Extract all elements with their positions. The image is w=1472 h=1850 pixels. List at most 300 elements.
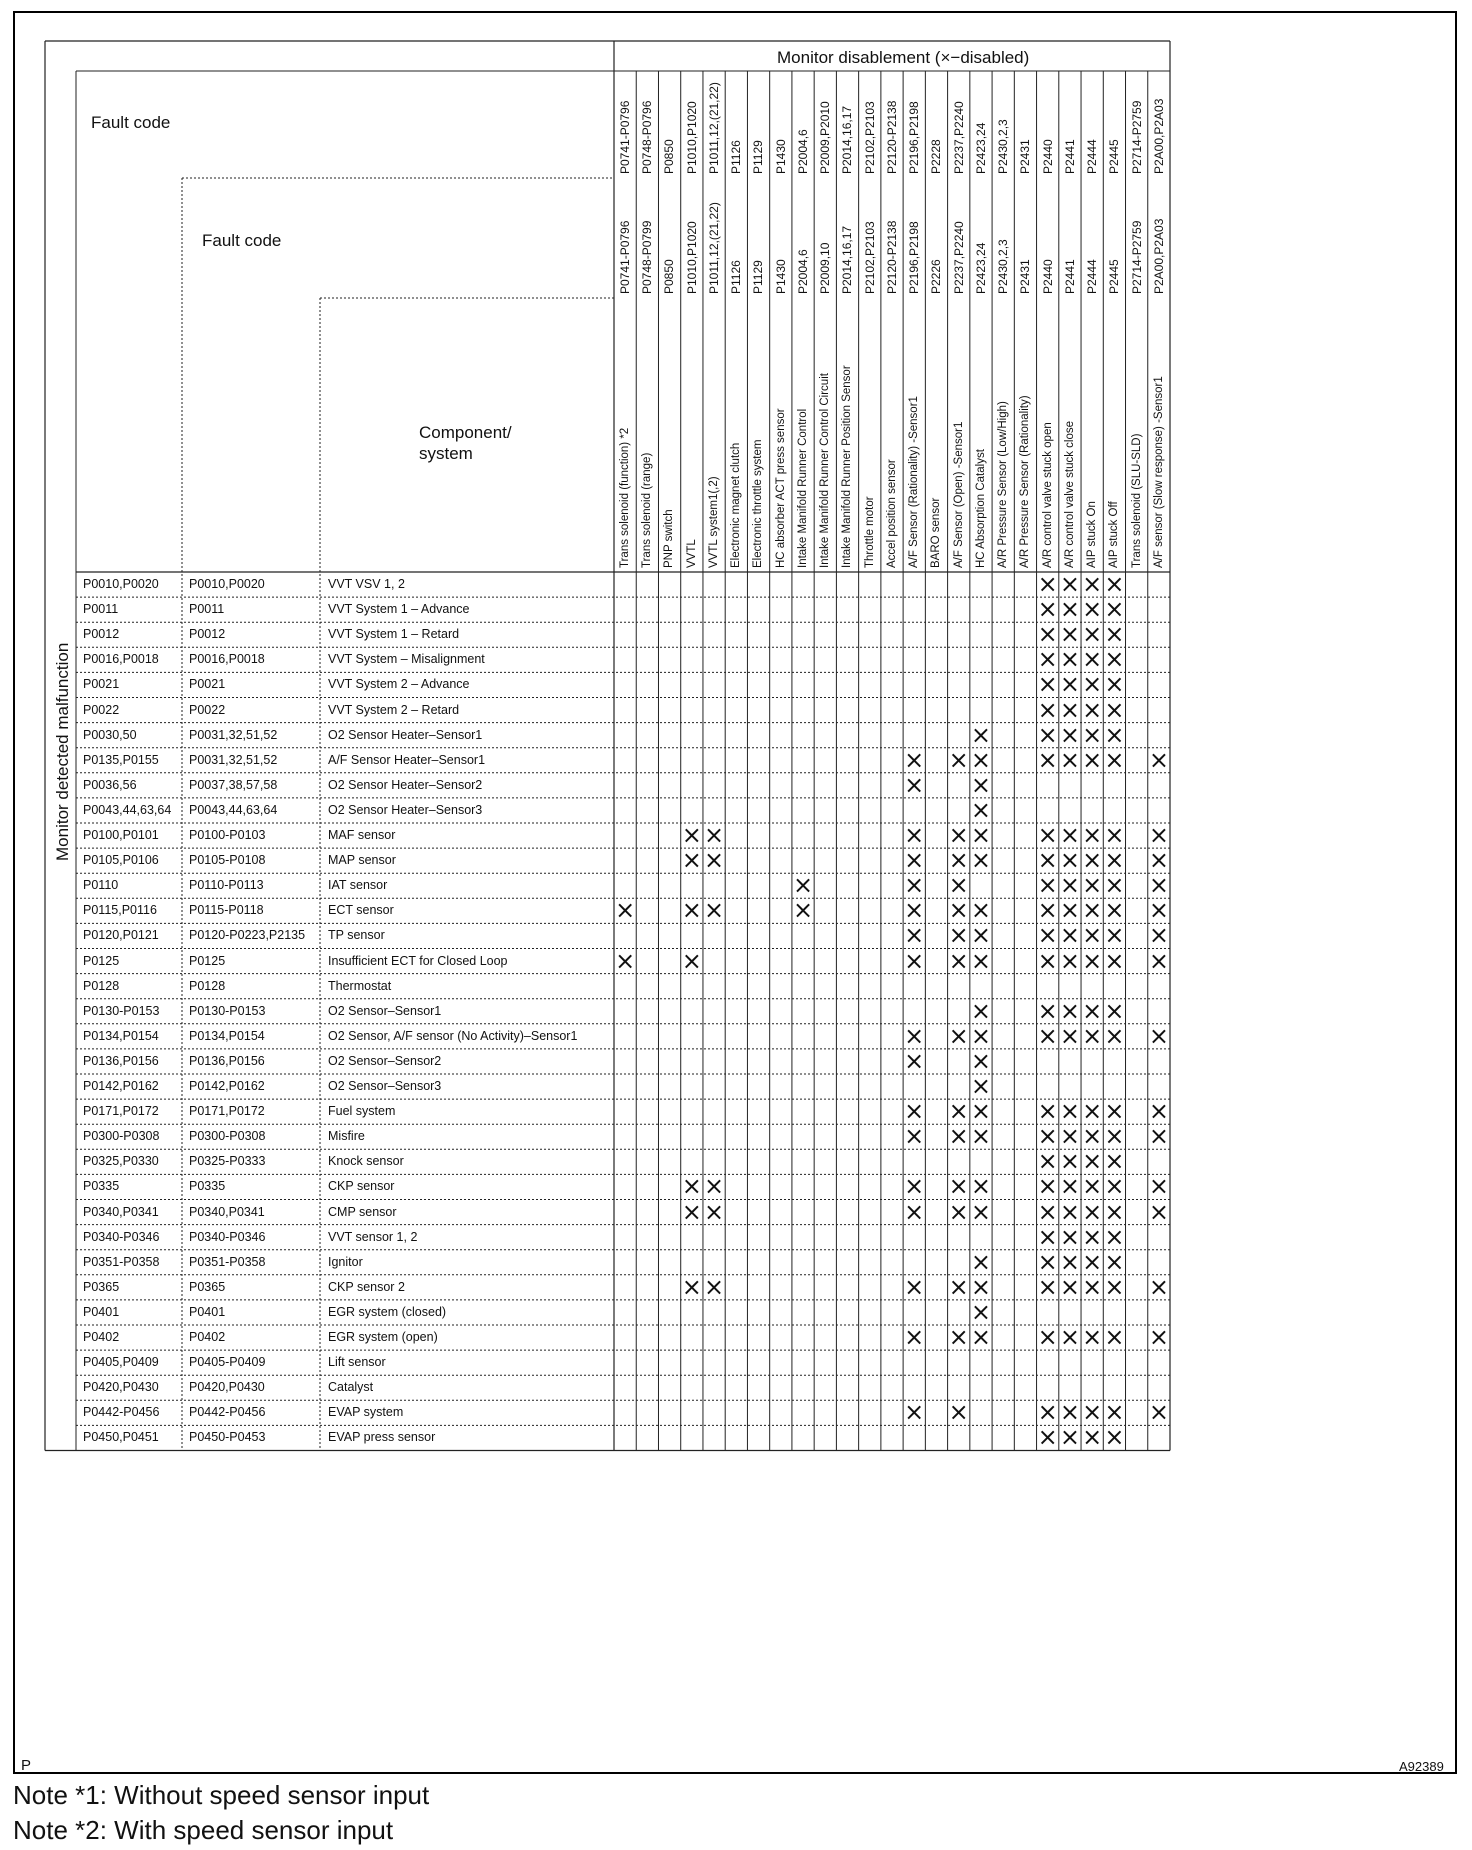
row-component: O2 Sensor Heater–Sensor3 — [328, 802, 483, 817]
disabled-mark: × — [1059, 896, 1080, 925]
row-code2: P0016,P0018 — [189, 652, 265, 667]
row-code2: P0442-P0456 — [189, 1405, 266, 1420]
row-code: P0021 — [83, 677, 120, 692]
disabled-mark: × — [904, 1021, 925, 1050]
row-code2: P0340,P0341 — [189, 1204, 265, 1219]
row-component: VVT System 2 – Retard — [328, 702, 460, 717]
row-component: O2 Sensor Heater–Sensor1 — [328, 727, 483, 742]
disabled-mark: × — [704, 821, 725, 849]
disabled-mark: × — [1059, 921, 1080, 950]
column-component: HC Absorption Catalyst — [974, 449, 987, 568]
disabled-mark: × — [681, 1272, 702, 1301]
column-code: P2102,P2103 — [862, 221, 877, 294]
row-component: MAP sensor — [328, 853, 396, 868]
disabled-mark: × — [970, 1323, 991, 1351]
disabled-mark: × — [1082, 1247, 1103, 1276]
disabled-mark: × — [1082, 670, 1103, 699]
column-code: P2120-P2138 — [884, 220, 899, 294]
column-code: P2014,16,17 — [840, 225, 855, 294]
disabled-mark: × — [1104, 1222, 1125, 1251]
disabled-mark: × — [970, 1272, 991, 1301]
disabled-mark: × — [1059, 1147, 1080, 1176]
disabled-mark: × — [1148, 1197, 1169, 1226]
row-code: P0022 — [83, 702, 120, 717]
disabled-mark: × — [1148, 1021, 1169, 1050]
row-code: P0134,P0154 — [83, 1028, 159, 1043]
note-2: Note *2: With speed sensor input — [13, 1815, 394, 1845]
disabled-mark: × — [704, 1172, 725, 1201]
disabled-mark: × — [1082, 595, 1103, 624]
column-code: P0741-P0796 — [618, 220, 632, 294]
disabled-mark: × — [948, 1172, 969, 1201]
column-component: Intake Manifold Runner Control — [796, 408, 809, 568]
disabled-mark: × — [904, 1197, 925, 1226]
disabled-mark: × — [1104, 1423, 1125, 1452]
disabled-mark: × — [1037, 821, 1058, 849]
disabled-mark: × — [948, 1021, 969, 1050]
row-code: P0325,P0330 — [83, 1154, 159, 1169]
row-code2: P0128 — [189, 978, 226, 993]
row-code: P0450,P0451 — [83, 1430, 159, 1445]
column-code-top: P2196,P2198 — [907, 101, 922, 174]
disabled-mark: × — [1082, 821, 1103, 849]
disabled-mark: × — [1082, 1197, 1103, 1226]
disabled-mark: × — [948, 896, 969, 925]
row-code2: P0136,P0156 — [189, 1053, 265, 1068]
disabled-mark: × — [1082, 871, 1103, 900]
column-code-top: P2102,P2103 — [862, 101, 877, 174]
disabled-mark: × — [904, 946, 925, 975]
column-code-top: P2423,24 — [973, 122, 988, 174]
column-code-top: P2441 — [1062, 139, 1077, 174]
disabled-mark: × — [1082, 570, 1103, 598]
disabled-mark: × — [1148, 1323, 1169, 1351]
disabled-mark: × — [948, 846, 969, 875]
disabled-mark: × — [1082, 720, 1103, 749]
row-component: VVT System 2 – Advance — [328, 677, 470, 692]
row-component: EGR system (closed) — [328, 1304, 447, 1319]
disabled-mark: × — [1104, 946, 1125, 975]
row-code: P0010,P0020 — [83, 577, 159, 591]
column-code-top: P2444 — [1085, 139, 1100, 174]
column-component: Throttle motor — [863, 496, 876, 568]
column-code-top: P2430,2,3 — [996, 119, 1011, 174]
disabled-mark: × — [970, 720, 991, 749]
column-code-top: P2004,6 — [795, 129, 810, 174]
column-code: P1129 — [751, 260, 766, 294]
column-component: AIP stuck On — [1086, 501, 1099, 568]
disabled-mark: × — [970, 996, 991, 1025]
row-code: P0012 — [83, 627, 120, 642]
row-component: TP sensor — [328, 928, 385, 943]
row-code2: P0402 — [189, 1330, 226, 1344]
disabled-mark: × — [1082, 1222, 1103, 1251]
row-code2: P0125 — [189, 953, 226, 968]
column-component: PNP switch — [663, 509, 676, 568]
disabled-mark: × — [948, 1398, 969, 1427]
row-code: P0043,44,63,64 — [83, 802, 172, 817]
column-component: A/R control valve stuck open — [1041, 422, 1054, 568]
row-code2: P0365 — [189, 1279, 226, 1294]
row-component: A/F Sensor Heater–Sensor1 — [328, 752, 486, 767]
disabled-mark: × — [1037, 1122, 1058, 1151]
row-component: O2 Sensor–Sensor1 — [328, 1003, 442, 1018]
row-component: O2 Sensor Heater–Sensor2 — [328, 777, 483, 792]
row-component: IAT sensor — [328, 878, 388, 893]
column-component: A/R control valve stuck close — [1063, 420, 1076, 568]
row-code2: P0300-P0308 — [189, 1129, 266, 1144]
row-component: Lift sensor — [328, 1355, 386, 1370]
disabled-mark: × — [1059, 1398, 1080, 1427]
disabled-mark: × — [1082, 1097, 1103, 1126]
disabled-mark: × — [1037, 1323, 1058, 1351]
row-code: P0128 — [83, 978, 120, 993]
row-component: VVT sensor 1, 2 — [328, 1229, 418, 1244]
row-code: P0335 — [83, 1179, 120, 1194]
disabled-mark: × — [1082, 1423, 1103, 1452]
disabled-mark: × — [970, 896, 991, 925]
column-code: P2237,P2240 — [951, 221, 966, 294]
disabled-mark: × — [1104, 821, 1125, 849]
disabled-mark: × — [1104, 1122, 1125, 1151]
disabled-mark: × — [1037, 1021, 1058, 1050]
column-code: P2441 — [1062, 259, 1077, 294]
row-component: VVT System – Misalignment — [328, 652, 485, 667]
row-code: P0405,P0409 — [83, 1355, 159, 1370]
disabled-mark: × — [681, 946, 702, 975]
row-component: Ignitor — [328, 1254, 363, 1269]
disabled-mark: × — [1082, 1172, 1103, 1201]
disabled-mark: × — [1059, 871, 1080, 900]
column-component: Electronic magnet clutch — [730, 442, 743, 568]
disabled-mark: × — [1148, 921, 1169, 950]
column-code-top: P2431 — [1018, 139, 1033, 174]
row-code2: P0130-P0153 — [189, 1003, 266, 1018]
row-code2: P0022 — [189, 702, 226, 717]
disabled-mark: × — [970, 946, 991, 975]
column-code: P2A00,P2A03 — [1151, 218, 1166, 294]
disabled-mark: × — [681, 896, 702, 925]
row-component: Catalyst — [328, 1380, 374, 1395]
column-code-top: P1129 — [751, 140, 766, 174]
column-component: Intake Manifold Runner Control Circuit — [819, 373, 832, 568]
disabled-mark: × — [1037, 921, 1058, 950]
disabled-mark: × — [1037, 1423, 1058, 1452]
row-code: P0030,50 — [83, 727, 137, 742]
row-component: VVT System 1 – Retard — [328, 627, 460, 642]
row-component: O2 Sensor–Sensor3 — [328, 1079, 442, 1093]
disabled-mark: × — [970, 795, 991, 824]
row-code2: P0043,44,63,64 — [189, 802, 278, 817]
column-code-top: P0741-P0796 — [618, 100, 632, 174]
disabled-mark: × — [970, 1122, 991, 1151]
column-code-top: P0850 — [662, 139, 677, 174]
disabled-mark: × — [1037, 946, 1058, 975]
row-code: P0420,P0430 — [83, 1380, 159, 1395]
row-code: P0365 — [83, 1279, 120, 1294]
column-component: Trans solenoid (SLU-SLD) — [1130, 433, 1143, 568]
column-code: P1010,P1020 — [684, 221, 699, 294]
disabled-mark: × — [970, 745, 991, 774]
column-code-top: P2A00,P2A03 — [1151, 98, 1166, 174]
column-code: P2440 — [1040, 259, 1055, 294]
disabled-mark: × — [970, 770, 991, 799]
disabled-mark: × — [1037, 745, 1058, 774]
disabled-mark: × — [904, 1172, 925, 1201]
disabled-mark: × — [1059, 1323, 1080, 1351]
row-component: CKP sensor 2 — [328, 1279, 405, 1294]
row-component: VVT System 1 – Advance — [328, 602, 470, 617]
row-code2: P0120-P0223,P2135 — [189, 928, 306, 943]
disabled-mark: × — [792, 871, 814, 900]
disabled-mark: × — [970, 1072, 991, 1100]
disabled-mark: × — [1082, 695, 1103, 724]
disabled-mark: × — [704, 1272, 725, 1301]
row-code: P0142,P0162 — [83, 1079, 159, 1093]
row-code2: P0351-P0358 — [189, 1254, 266, 1269]
column-code: P2445 — [1107, 259, 1122, 294]
row-component: Knock sensor — [328, 1154, 404, 1169]
component-header-line1: Component/ — [419, 423, 512, 442]
disabled-mark: × — [1059, 1122, 1080, 1151]
row-code2: P0105-P0108 — [189, 853, 266, 868]
disabled-mark: × — [1037, 1172, 1058, 1201]
row-component: O2 Sensor, A/F sensor (No Activity)–Sensor1 — [328, 1028, 578, 1043]
disabled-mark: × — [1082, 896, 1103, 925]
column-component: BARO sensor — [930, 497, 943, 568]
row-code: P0011 — [83, 602, 119, 617]
disabled-mark: × — [681, 1172, 702, 1201]
column-component: Electronic throttle system — [752, 439, 765, 568]
disabled-mark: × — [1059, 996, 1080, 1025]
disabled-mark: × — [904, 896, 925, 925]
disabled-mark: × — [1059, 695, 1080, 724]
column-code: P1011,12,(21,22) — [706, 202, 721, 294]
column-code: P0748-P0799 — [640, 220, 655, 294]
disabled-mark: × — [1082, 1147, 1103, 1176]
row-code: P0016,P0018 — [83, 652, 159, 667]
disabled-mark: × — [1104, 745, 1125, 774]
row-code: P0135,P0155 — [83, 752, 159, 767]
disabled-mark: × — [948, 821, 969, 849]
disabled-mark: × — [948, 1197, 969, 1226]
disabled-mark: × — [1104, 1097, 1125, 1126]
disabled-mark: × — [1059, 720, 1080, 749]
row-code2: P0031,32,51,52 — [189, 752, 278, 767]
disabled-mark: × — [1082, 1272, 1103, 1301]
row-code2: P0031,32,51,52 — [189, 727, 278, 742]
disabled-mark: × — [970, 1247, 991, 1276]
row-code2: P0420,P0430 — [189, 1380, 265, 1395]
disabled-mark: × — [1082, 846, 1103, 875]
disabled-mark: × — [1037, 670, 1058, 699]
disabled-mark: × — [1104, 996, 1125, 1025]
disabled-mark: × — [970, 921, 991, 950]
row-code: P0105,P0106 — [83, 853, 159, 868]
disabled-mark: × — [904, 1323, 925, 1351]
column-code-top: P1010,P1020 — [684, 101, 699, 174]
disabled-mark: × — [970, 1197, 991, 1226]
disabled-mark: × — [904, 1272, 925, 1301]
disabled-mark: × — [1148, 1172, 1169, 1201]
disabled-mark: × — [1148, 1272, 1169, 1301]
disabled-mark: × — [1037, 1272, 1058, 1301]
column-code: P0850 — [662, 259, 677, 294]
row-code: P0100,P0101 — [83, 828, 159, 842]
column-code: P2423,24 — [973, 242, 988, 294]
disabled-mark: × — [1104, 846, 1125, 875]
disabled-mark: × — [1082, 1398, 1103, 1427]
disabled-mark: × — [1082, 1021, 1103, 1050]
row-code: P0130-P0153 — [83, 1003, 160, 1018]
row-code: P0136,P0156 — [83, 1053, 159, 1068]
disabled-mark: × — [1059, 620, 1080, 649]
figure-frame — [13, 11, 1457, 1774]
disabled-mark: × — [904, 871, 925, 900]
row-code2: P0401 — [189, 1304, 226, 1319]
disabled-mark: × — [1148, 1398, 1169, 1427]
disabled-mark: × — [1059, 570, 1080, 598]
disabled-mark: × — [1082, 645, 1103, 674]
column-code-top: P2714-P2759 — [1129, 100, 1144, 174]
column-code: P1430 — [773, 259, 788, 294]
disabled-mark: × — [1037, 1247, 1058, 1276]
column-component: Accel position sensor — [885, 459, 898, 568]
row-code2: P0134,P0154 — [189, 1028, 265, 1043]
component-header-line2: system — [419, 444, 473, 463]
disabled-mark: × — [1148, 1097, 1169, 1126]
disabled-mark: × — [904, 821, 925, 849]
column-component: Trans solenoid (range) — [641, 452, 654, 568]
disabled-mark: × — [1059, 821, 1080, 849]
row-code2: P0100-P0103 — [189, 828, 266, 842]
column-component: Intake Manifold Runner Position Sensor — [841, 365, 854, 568]
disabled-mark: × — [1059, 1097, 1080, 1126]
row-code: P0036,56 — [83, 777, 137, 792]
row-code2: P0142,P0162 — [189, 1079, 265, 1093]
disabled-mark: × — [904, 1122, 925, 1151]
row-code: P0120,P0121 — [83, 928, 159, 943]
disabled-mark: × — [1059, 1197, 1080, 1226]
column-code-top: P2440 — [1040, 139, 1055, 174]
column-code-top: P2009,P2010 — [818, 101, 833, 174]
disabled-mark: × — [1082, 1122, 1103, 1151]
disabled-mark: × — [904, 745, 925, 774]
row-component: O2 Sensor–Sensor2 — [328, 1053, 442, 1068]
row-code: P0171,P0172 — [83, 1104, 159, 1119]
column-code-top: P0748-P0796 — [640, 100, 655, 174]
disabled-mark: × — [1104, 1197, 1125, 1226]
disabled-mark: × — [1104, 896, 1125, 925]
row-code: P0340,P0341 — [83, 1204, 159, 1219]
disabled-mark: × — [1104, 695, 1125, 724]
row-component: Fuel system — [328, 1104, 396, 1119]
disabled-mark: × — [1082, 921, 1103, 950]
disabled-mark: × — [1037, 896, 1058, 925]
fault-code-subheader: Fault code — [202, 231, 282, 250]
disabled-mark: × — [1104, 1272, 1125, 1301]
column-component: HC absorber ACT press sensor — [774, 408, 787, 568]
disabled-mark: × — [1059, 1272, 1080, 1301]
column-code-top: P2228 — [929, 139, 944, 174]
disabled-mark: × — [1148, 946, 1169, 975]
disabled-mark: × — [1082, 745, 1103, 774]
corner-label: P — [21, 1757, 32, 1774]
disabled-mark: × — [948, 1323, 969, 1351]
disabled-mark: × — [948, 1122, 969, 1151]
column-component: AIP stuck Off — [1108, 501, 1121, 568]
row-code2: P0171,P0172 — [189, 1104, 265, 1119]
disabled-mark: × — [904, 1046, 925, 1075]
disabled-mark: × — [904, 846, 925, 875]
disabled-mark: × — [1082, 1323, 1103, 1351]
row-code: P0402 — [83, 1330, 120, 1344]
disabled-mark: × — [970, 1021, 991, 1050]
disabled-mark: × — [970, 1046, 991, 1075]
disabled-mark: × — [1104, 670, 1125, 699]
disabled-mark: × — [615, 946, 636, 975]
disabled-mark: × — [1037, 1097, 1058, 1126]
disabled-mark: × — [704, 1197, 725, 1226]
column-code: P2431 — [1018, 259, 1033, 294]
row-component: Misfire — [328, 1129, 365, 1144]
column-component: A/F sensor (Slow response) -Sensor1 — [1152, 376, 1165, 568]
row-component: MAF sensor — [328, 828, 396, 842]
row-component: EVAP system — [328, 1405, 404, 1420]
column-code-top: P1126 — [729, 140, 744, 174]
disabled-mark: × — [1148, 871, 1169, 900]
column-code-top: P2120-P2138 — [884, 100, 899, 174]
row-code2: P0012 — [189, 627, 226, 642]
disabled-mark: × — [1104, 645, 1125, 674]
disabled-mark: × — [1148, 1122, 1169, 1151]
monitor-disablement-header: Monitor disablement (×−disabled) — [777, 48, 1030, 67]
disabled-mark: × — [948, 921, 969, 950]
disabled-mark: × — [970, 846, 991, 875]
disabled-mark: × — [615, 896, 636, 925]
column-component: VVTL — [685, 539, 698, 568]
disabled-mark: × — [681, 1197, 702, 1226]
column-code-top: P1011,12,(21,22) — [706, 82, 721, 174]
disabled-mark: × — [904, 770, 925, 799]
disabled-mark: × — [681, 821, 702, 849]
disabled-mark: × — [1037, 570, 1058, 598]
disabled-mark: × — [1082, 996, 1103, 1025]
disabled-mark: × — [1104, 595, 1125, 624]
row-code2: P0325-P0333 — [189, 1154, 266, 1169]
row-code2: P0110-P0113 — [189, 878, 264, 893]
disabled-mark: × — [1082, 620, 1103, 649]
disabled-mark: × — [792, 896, 814, 925]
disabled-mark: × — [1059, 846, 1080, 875]
disabled-mark: × — [1037, 1398, 1058, 1427]
column-component: VVTL system1(,2) — [707, 476, 720, 568]
row-code2: P0037,38,57,58 — [189, 777, 278, 792]
row-component: CKP sensor — [328, 1179, 395, 1194]
monitor-detected-malfunction-label: Monitor detected malfunction — [53, 642, 72, 862]
disabled-mark: × — [1059, 670, 1080, 699]
disabled-mark: × — [1104, 720, 1125, 749]
column-code: P2004,6 — [795, 249, 810, 294]
component-system-header — [419, 422, 512, 464]
column-code-top: P2237,P2240 — [951, 101, 966, 174]
row-code: P0442-P0456 — [83, 1405, 160, 1420]
column-code: P2226 — [929, 259, 944, 294]
disabled-mark: × — [704, 846, 725, 875]
row-code: P0401 — [83, 1304, 120, 1319]
row-code: P0340-P0346 — [83, 1229, 160, 1244]
disabled-mark: × — [948, 745, 969, 774]
